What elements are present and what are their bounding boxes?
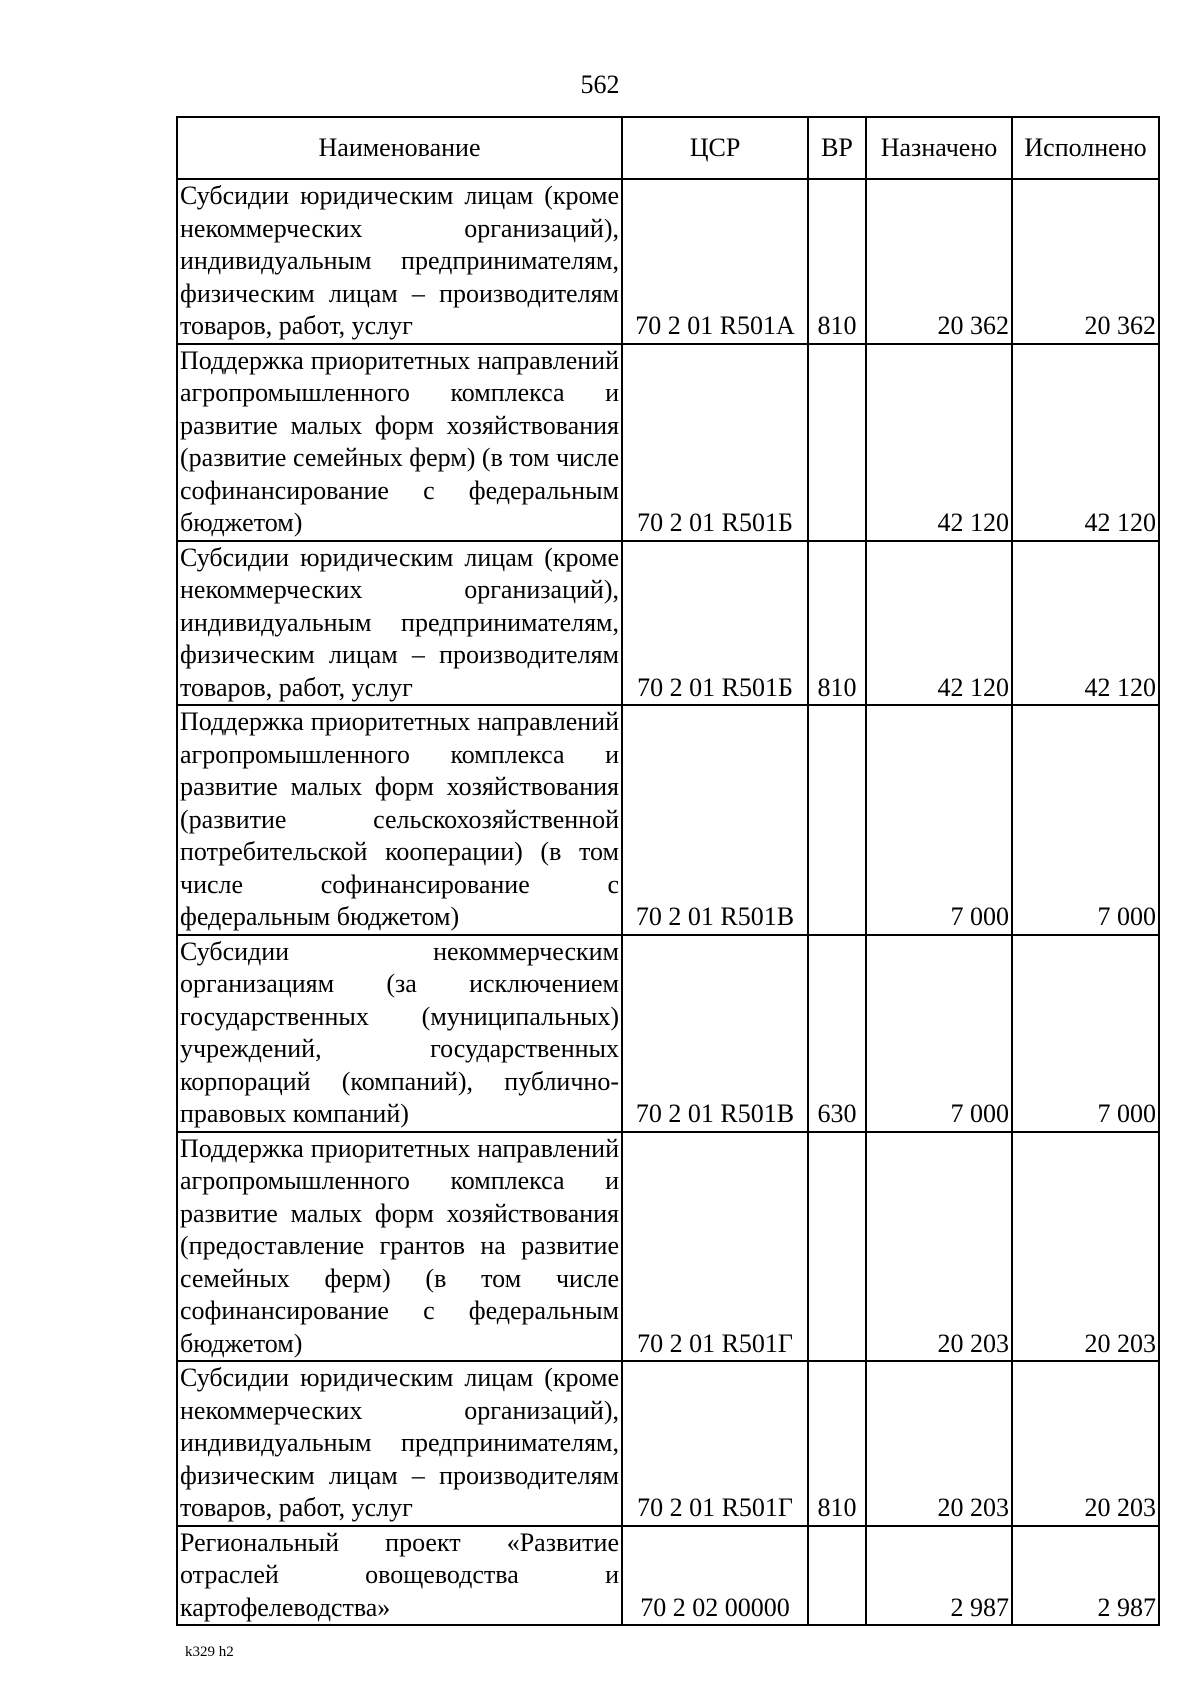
row-assigned: 42 120 [866, 541, 1012, 706]
row-executed: 7 000 [1012, 935, 1159, 1132]
table-header-row [177, 117, 1159, 179]
table-row [177, 705, 1159, 935]
row-executed: 20 362 [1012, 179, 1159, 344]
row-csr: 70 2 02 00000 [622, 1526, 808, 1626]
table-row [177, 179, 1159, 344]
page-number: 562 [580, 70, 620, 99]
row-name: Субсидии юридическим лицам (кроме некоммерческих организаций), индивидуальным предпринимателям, физическим лицам – производителям товаров, работ, услуг [177, 1361, 622, 1526]
row-executed: 42 120 [1012, 344, 1159, 541]
table-row [177, 344, 1159, 541]
row-executed: 20 203 [1012, 1132, 1159, 1362]
row-executed: 20 203 [1012, 1361, 1159, 1526]
row-vr [808, 1132, 866, 1362]
row-executed: 7 000 [1012, 705, 1159, 935]
row-csr: 70 2 01 R501А [622, 179, 808, 344]
row-assigned: 20 203 [866, 1361, 1012, 1526]
row-csr: 70 2 01 R501Б [622, 541, 808, 706]
row-vr: 810 [808, 541, 866, 706]
table-row [177, 1361, 1159, 1526]
row-assigned: 20 362 [866, 179, 1012, 344]
table-row [177, 935, 1159, 1132]
row-vr [808, 1526, 866, 1626]
table-row [177, 541, 1159, 706]
budget-table [176, 116, 1160, 1626]
header-csr: ЦСР [622, 117, 808, 179]
row-name: Субсидии юридическим лицам (кроме некоммерческих организаций), индивидуальным предпринимателям, физическим лицам – производителям товаров, работ, услуг [177, 179, 622, 344]
row-name: Поддержка приоритетных направлений агропромышленного комплекса и развитие малых форм хозяйствования (развитие сельскохозяйственной потребительской кооперации) (в том числе софинансирование с федеральным бюджетом) [177, 705, 622, 935]
header-name: Наименование [177, 117, 622, 179]
table-row [177, 1526, 1159, 1626]
row-vr: 810 [808, 1361, 866, 1526]
header-assigned: Назначено [866, 117, 1012, 179]
header-executed: Исполнено [1012, 117, 1159, 179]
row-name: Поддержка приоритетных направлений агропромышленного комплекса и развитие малых форм хозяйствования (предоставление грантов на развитие семейных ферм) (в том числе софинансирование с федеральным бюджетом) [177, 1132, 622, 1362]
row-vr [808, 705, 866, 935]
row-name: Субсидии некоммерческим организациям (за исключением государственных (муниципальных) учреждений, государственных корпораций (компаний), публично-правовых компаний) [177, 935, 622, 1132]
row-csr: 70 2 01 R501Б [622, 344, 808, 541]
row-csr: 70 2 01 R501Г [622, 1361, 808, 1526]
row-executed: 2 987 [1012, 1526, 1159, 1626]
row-name: Поддержка приоритетных направлений агропромышленного комплекса и развитие малых форм хозяйствования (развитие семейных ферм) (в том числе софинансирование с федеральным бюджетом) [177, 344, 622, 541]
row-vr [808, 344, 866, 541]
row-name: Субсидии юридическим лицам (кроме некоммерческих организаций), индивидуальным предпринимателям, физическим лицам – производителям товаров, работ, услуг [177, 541, 622, 706]
row-name: Региональный проект «Развитие отраслей овощеводства и картофелеводства» [177, 1526, 622, 1626]
table-row [177, 1132, 1159, 1362]
row-assigned: 7 000 [866, 935, 1012, 1132]
row-assigned: 20 203 [866, 1132, 1012, 1362]
row-assigned: 42 120 [866, 344, 1012, 541]
row-executed: 42 120 [1012, 541, 1159, 706]
row-vr: 630 [808, 935, 866, 1132]
row-assigned: 2 987 [866, 1526, 1012, 1626]
header-vr: ВР [808, 117, 866, 179]
row-csr: 70 2 01 R501В [622, 935, 808, 1132]
footer-code: k329 h2 [185, 1644, 234, 1660]
row-csr: 70 2 01 R501В [622, 705, 808, 935]
row-vr: 810 [808, 179, 866, 344]
row-assigned: 7 000 [866, 705, 1012, 935]
row-csr: 70 2 01 R501Г [622, 1132, 808, 1362]
